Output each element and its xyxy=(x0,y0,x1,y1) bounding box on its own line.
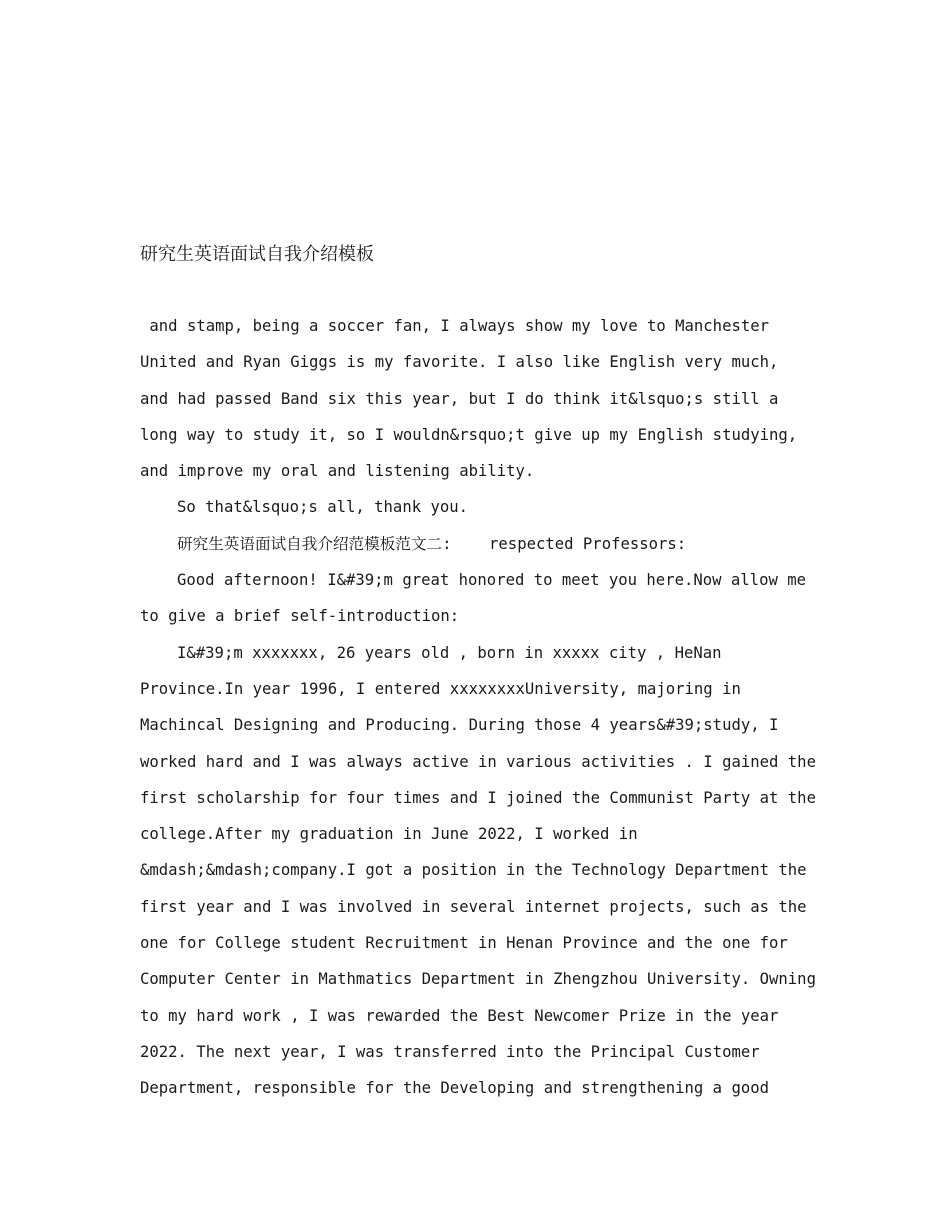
text-line: Good afternoon! I&#39;m great honored to meet you here.Now allow me xyxy=(177,571,807,590)
text-line: &mdash;&mdash;company.I got a position in the Technology Department the xyxy=(140,861,807,880)
text-line: first year and I was involved in several internet projects, such as the xyxy=(140,897,807,916)
text-line: 研究生英语面试自我介绍范模板范文二: respected Professors: xyxy=(177,534,687,553)
text-line: So that&lsquo;s all, thank you. xyxy=(177,498,469,517)
text-line: Machincal Designing and Producing. During those 4 years&#39;study, I xyxy=(140,716,779,735)
text-line: I&#39;m xxxxxxx, 26 years old , born in xxxxx city , HeNan xyxy=(177,643,722,662)
text-line: and had passed Band six this year, but I do think it&lsquo;s still a xyxy=(140,389,779,408)
text-line: worked hard and I was always active in various activities . I gained the xyxy=(140,752,816,771)
text-line: Department, responsible for the Developing and strengthening a good xyxy=(140,1079,770,1098)
text-line: to give a brief self-introduction: xyxy=(140,607,460,626)
text-line: college.After my graduation in June 2022, I worked in xyxy=(140,825,638,844)
text-line: and improve my oral and listening ability. xyxy=(140,462,535,481)
text-line: to my hard work , I was rewarded the Best Newcomer Prize in the year xyxy=(140,1006,779,1025)
text-line: and stamp, being a soccer fan, I always show my love to Manchester xyxy=(140,317,770,335)
text-line: United and Ryan Giggs is my favorite. I also like English very much, xyxy=(140,353,779,372)
text-line: one for College student Recruitment in Henan Province and the one for xyxy=(140,934,788,953)
text-line: Province.In year 1996, I entered xxxxxxxxUniversity, majoring in xyxy=(140,679,741,698)
text-line: first scholarship for four times and I joined the Communist Party at the xyxy=(140,788,816,807)
document-title: 研究生英语面试自我介绍模板 xyxy=(140,244,374,265)
text-line: 2022. The next year, I was transferred into the Principal Customer xyxy=(140,1042,760,1061)
document-body xyxy=(140,308,830,1107)
text-line: Computer Center in Mathmatics Department in Zhengzhou University. Owning xyxy=(140,970,816,989)
text-line: long way to study it, so I wouldn&rsquo;t give up my English studying, xyxy=(140,425,798,444)
